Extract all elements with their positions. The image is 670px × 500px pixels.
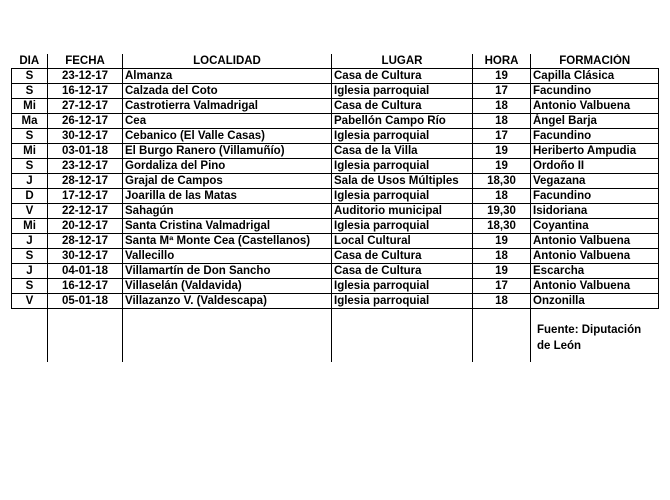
cell-dia: V	[12, 294, 48, 309]
header-lugar: LUGAR	[332, 54, 473, 69]
cell-dia: J	[12, 264, 48, 279]
cell-localidad: Cea	[123, 114, 332, 129]
cell-dia: D	[12, 189, 48, 204]
cell-lugar: Iglesia parroquial	[332, 159, 473, 174]
cell-lugar: Casa de Cultura	[332, 99, 473, 114]
cell-lugar: Sala de Usos Múltiples	[332, 174, 473, 189]
table-row	[12, 219, 659, 234]
cell-localidad: Almanza	[123, 69, 332, 84]
cell-dia: Mi	[12, 219, 48, 234]
cell-formacion: Facundino	[531, 129, 659, 144]
footer-cell-lugar	[332, 309, 473, 363]
cell-localidad: Vallecillo	[123, 249, 332, 264]
cell-fecha: 17-12-17	[48, 189, 123, 204]
cell-lugar: Iglesia parroquial	[332, 129, 473, 144]
table-row	[12, 279, 659, 294]
cell-formacion: Antonio Valbuena	[531, 249, 659, 264]
cell-fecha: 16-12-17	[48, 279, 123, 294]
cell-formacion: Antonio Valbuena	[531, 234, 659, 249]
cell-dia: Mi	[12, 99, 48, 114]
footer-row	[12, 309, 659, 363]
header-fecha: FECHA	[48, 54, 123, 69]
cell-hora: 19	[473, 69, 531, 84]
cell-lugar: Casa de Cultura	[332, 264, 473, 279]
header-hora: HORA	[473, 54, 531, 69]
cell-hora: 18	[473, 114, 531, 129]
cell-hora: 17	[473, 279, 531, 294]
cell-formacion: Antonio Valbuena	[531, 99, 659, 114]
cell-fecha: 23-12-17	[48, 159, 123, 174]
cell-lugar: Local Cultural	[332, 234, 473, 249]
cell-hora: 18,30	[473, 174, 531, 189]
cell-fecha: 28-12-17	[48, 174, 123, 189]
cell-localidad: Villazanzo V. (Valdescapa)	[123, 294, 332, 309]
cell-lugar: Iglesia parroquial	[332, 294, 473, 309]
cell-localidad: Cebanico (El Valle Casas)	[123, 129, 332, 144]
cell-fecha: 03-01-18	[48, 144, 123, 159]
cell-lugar: Iglesia parroquial	[332, 219, 473, 234]
cell-hora: 19	[473, 234, 531, 249]
table-row	[12, 69, 659, 84]
cell-formacion: Ordoño II	[531, 159, 659, 174]
cell-fecha: 27-12-17	[48, 99, 123, 114]
cell-localidad: Santa Cristina Valmadrigal	[123, 219, 332, 234]
table-row	[12, 84, 659, 99]
cell-hora: 18	[473, 249, 531, 264]
cell-dia: J	[12, 234, 48, 249]
cell-localidad: Villaselán (Valdavida)	[123, 279, 332, 294]
cell-lugar: Iglesia parroquial	[332, 279, 473, 294]
cell-dia: S	[12, 279, 48, 294]
cell-lugar: Iglesia parroquial	[332, 189, 473, 204]
footer-cell-fecha	[48, 309, 123, 363]
footer-cell-dia	[12, 309, 48, 363]
cell-formacion: Vegazana	[531, 174, 659, 189]
cell-fecha: 20-12-17	[48, 219, 123, 234]
cell-lugar: Pabellón Campo Río	[332, 114, 473, 129]
cell-localidad: Calzada del Coto	[123, 84, 332, 99]
schedule-table	[11, 54, 659, 362]
cell-lugar: Casa de la Villa	[332, 144, 473, 159]
cell-localidad: El Burgo Ranero (Villamuñío)	[123, 144, 332, 159]
header-dia: DIA	[12, 54, 48, 69]
source-note: Fuente: Diputación de León	[531, 309, 659, 363]
cell-fecha: 28-12-17	[48, 234, 123, 249]
table-row	[12, 294, 659, 309]
cell-hora: 18	[473, 189, 531, 204]
cell-dia: S	[12, 129, 48, 144]
cell-lugar: Casa de Cultura	[332, 69, 473, 84]
cell-dia: V	[12, 204, 48, 219]
cell-fecha: 23-12-17	[48, 69, 123, 84]
cell-hora: 19	[473, 159, 531, 174]
cell-hora: 19	[473, 264, 531, 279]
cell-hora: 18	[473, 99, 531, 114]
header-formacion: FORMACIÓN	[531, 54, 659, 69]
table-row	[12, 264, 659, 279]
cell-formacion: Heriberto Ampudia	[531, 144, 659, 159]
header-localidad: LOCALIDAD	[123, 54, 332, 69]
table-row	[12, 174, 659, 189]
table-row	[12, 114, 659, 129]
cell-formacion: Ángel Barja	[531, 114, 659, 129]
cell-fecha: 22-12-17	[48, 204, 123, 219]
cell-hora: 18,30	[473, 219, 531, 234]
cell-formacion: Coyantina	[531, 219, 659, 234]
table-row	[12, 234, 659, 249]
cell-lugar: Iglesia parroquial	[332, 84, 473, 99]
cell-dia: S	[12, 84, 48, 99]
cell-fecha: 30-12-17	[48, 249, 123, 264]
cell-dia: S	[12, 159, 48, 174]
table-row	[12, 129, 659, 144]
cell-lugar: Casa de Cultura	[332, 249, 473, 264]
header-row	[12, 54, 659, 69]
cell-dia: Mi	[12, 144, 48, 159]
cell-fecha: 16-12-17	[48, 84, 123, 99]
cell-hora: 17	[473, 129, 531, 144]
cell-hora: 18	[473, 294, 531, 309]
cell-formacion: Escarcha	[531, 264, 659, 279]
cell-formacion: Facundino	[531, 189, 659, 204]
cell-dia: J	[12, 174, 48, 189]
cell-fecha: 26-12-17	[48, 114, 123, 129]
cell-formacion: Facundino	[531, 84, 659, 99]
cell-fecha: 05-01-18	[48, 294, 123, 309]
cell-fecha: 30-12-17	[48, 129, 123, 144]
footer-cell-hora	[473, 309, 531, 363]
table-row	[12, 159, 659, 174]
cell-localidad: Villamartín de Don Sancho	[123, 264, 332, 279]
table-row	[12, 204, 659, 219]
cell-dia: S	[12, 69, 48, 84]
cell-localidad: Castrotierra Valmadrigal	[123, 99, 332, 114]
cell-formacion: Isidoriana	[531, 204, 659, 219]
table-row	[12, 144, 659, 159]
table-row	[12, 249, 659, 264]
cell-lugar: Auditorio municipal	[332, 204, 473, 219]
cell-hora: 19	[473, 144, 531, 159]
cell-fecha: 04-01-18	[48, 264, 123, 279]
cell-hora: 17	[473, 84, 531, 99]
cell-localidad: Sahagún	[123, 204, 332, 219]
cell-localidad: Santa Mª Monte Cea (Castellanos)	[123, 234, 332, 249]
cell-formacion: Capilla Clásica	[531, 69, 659, 84]
cell-formacion: Antonio Valbuena	[531, 279, 659, 294]
table-row	[12, 99, 659, 114]
cell-formacion: Onzonilla	[531, 294, 659, 309]
cell-localidad: Joarilla de las Matas	[123, 189, 332, 204]
cell-localidad: Grajal de Campos	[123, 174, 332, 189]
table-row	[12, 189, 659, 204]
cell-dia: Ma	[12, 114, 48, 129]
schedule-body	[12, 69, 659, 363]
footer-cell-localidad	[123, 309, 332, 363]
cell-dia: S	[12, 249, 48, 264]
cell-hora: 19,30	[473, 204, 531, 219]
cell-localidad: Gordaliza del Pino	[123, 159, 332, 174]
